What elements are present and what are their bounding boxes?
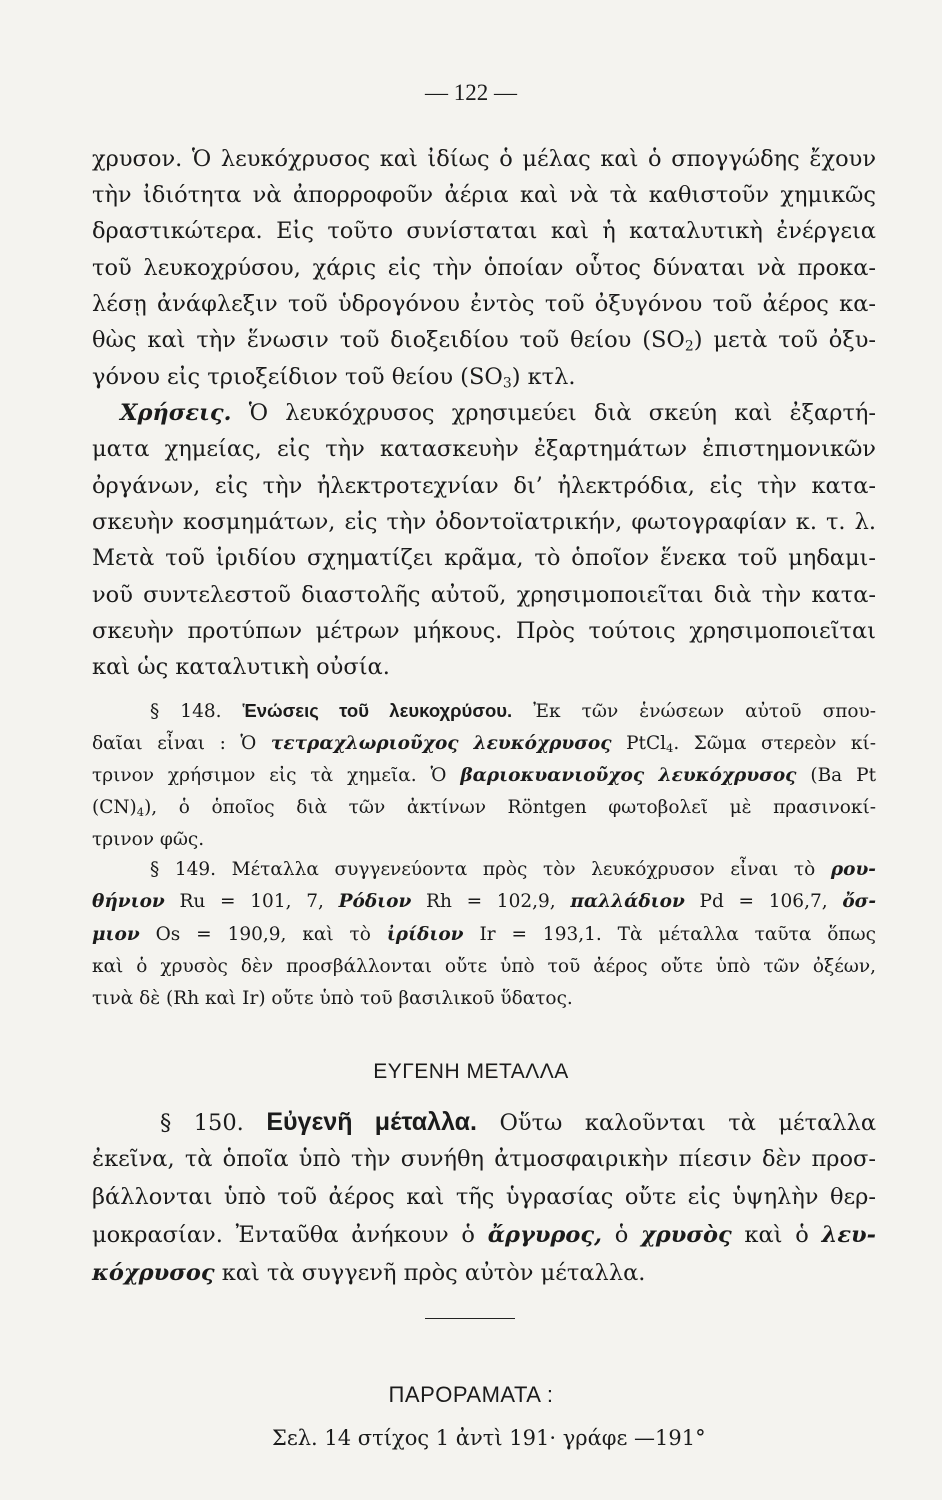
text-line: νοῦ συντελεστοῦ διαστολῆς αὐτοῦ, χρησιμοποιεῖται διὰ τὴν κατα- (92, 582, 876, 608)
text-line: τὴν ἰδιότητα νὰ ἀπορροφοῦν ἀέρια καὶ νὰ τὰ καθιστοῦν χημικῶς (92, 182, 876, 208)
text-line: σκευὴν προτύπων μέτρων μήκους. Πρὸς τούτοις χρησιμοποιεῖται (92, 618, 876, 644)
text-line: § 148. Ἑνώσεις τοῦ λευκοχρύσου. Ἐκ τῶν ἑνώσεων αὐτοῦ σπου- (150, 700, 876, 722)
text-line: τοῦ λευκοχρύσου, χάρις εἰς τὴν ὁποίαν οὗτος δύναται νὰ προκα- (92, 255, 876, 281)
text-line: λέσῃ ἀνάφλεξιν τοῦ ὑδρογόνου ἐντὸς τοῦ ὀξυγόνου τοῦ ἀέρος κα- (92, 291, 876, 317)
uses-heading: Χρήσεις. (120, 400, 232, 426)
section-148-title: Ἑνώσεις τοῦ λευκοχρύσου. (242, 700, 513, 721)
text-line: καὶ ὡς καταλυτικὴ οὐσία. (92, 654, 390, 680)
text-line: θὼς καὶ τὴν ἕνωσιν τοῦ διοξειδίου τοῦ θείου $(SO_2)$ μετὰ τοῦ ὀξυ- (92, 327, 876, 355)
errata-line: Σελ. 14 στίχος 1 ἀντὶ 191· γράφε —191° (272, 1426, 706, 1450)
text-line: δαῖαι εἶναι : Ὁ τετραχλωριοῦχος λευκόχρυσος PtCl$_4$. Σῶμα στερεὸν κί- (92, 733, 876, 755)
text-line: καὶ ὁ χρυσὸς δὲν προσβάλλονται οὔτε ὑπὸ τοῦ ἀέρος οὔτε ὑπὸ τῶν ὀξέων, (92, 956, 876, 977)
text-line: χρυσον. Ὁ λευκόχρυσος καὶ ἰδίως ὁ μέλας καὶ ὁ σπογγώδης ἔχουν (92, 146, 876, 172)
text-line: σκευὴν κοσμημάτων, εἰς τὴν ὀδοντοϊατρικήν, φωτογραφίαν κ. τ. λ. (92, 509, 876, 535)
text-line: ματα χημείας, εἰς τὴν κατασκευὴν ἐξαρτημάτων ἐπιστημονικῶν (92, 436, 876, 462)
text-line: § 149. Μέταλλα συγγενεύοντα πρὸς τὸν λευκόχρυσον εἶναι τὸ ρου- (150, 859, 876, 880)
text-line: § 150. Εὐγενῆ μέταλλα. Οὕτω καλοῦνται τὰ μέταλλα (160, 1108, 877, 1136)
text-line: γόνου εἰς τριοξείδιον τοῦ θείου $(SO_3)$ κτλ. (92, 364, 576, 392)
errata-heading: ΠΑΡΟΡΑΜΑΤΑ : (388, 1382, 554, 1407)
text-line: ἐκεῖνα, τὰ ὁποῖα ὑπὸ τὴν συνήθη ἀτμοσφαιρικὴν πίεσιν δὲν προσ- (92, 1146, 876, 1172)
section-divider (425, 1318, 515, 1319)
text-line: τινὰ δὲ (Rh καὶ Ir) οὔτε ὑπὸ τοῦ βασιλικοῦ ὕδατος. (92, 988, 573, 1009)
text-line: Μετὰ τοῦ ἰριδίου σχηματίζει κρᾶμα, τὸ ὁποῖον ἕνεκα τοῦ μηδαμι- (92, 545, 876, 571)
text-line: ὀργάνων, εἰς τὴν ἠλεκτροτεχνίαν δι’ ἠλεκτρόδια, εἰς τὴν κατα- (92, 473, 876, 499)
section-150-title: Εὐγενῆ μέταλλα. (266, 1108, 477, 1136)
text-line: τρινον χρήσιμον εἰς τὰ χημεῖα. Ὁ βαριοκυανιοῦχος λευκόχρυσος (Ba Pt (92, 765, 877, 786)
text-line: μιον Os = 190,9, καὶ τὸ ἰρίδιον Ir = 193,1. Τὰ μέταλλα ταῦτα ὅπως (92, 924, 876, 945)
text-line: δραστικώτερα. Εἰς τοῦτο συνίσταται καὶ ἡ καταλυτικὴ ἐνέργεια (92, 218, 876, 244)
text-line: τρινον φῶς. (92, 829, 205, 850)
text-line: θήνιον Ru = 101, 7, Ρόδιον Rh = 102,9, παλλάδιον Pd = 106,7, ὄσ- (92, 891, 877, 912)
text-line: κόχρυσος καὶ τὰ συγγενῆ πρὸς αὐτὸν μέταλλα. (92, 1260, 646, 1286)
text-line: $(CN)_4$), ὁ ὁποῖος διὰ τῶν ἀκτίνων Röntgen φωτοβολεῖ μὲ πρασινοκί- (92, 797, 876, 819)
text-line: βάλλονται ὑπὸ τοῦ ἀέρος καὶ τῆς ὑγρασίας οὔτε εἰς ὑψηλὴν θερ- (92, 1184, 876, 1210)
text-line: Χρήσεις. Ὁ λευκόχρυσος χρησιμεύει διὰ σκεύη καὶ ἐξαρτή- (120, 400, 876, 426)
page-number: — 122 — (425, 80, 517, 105)
text-line: μοκρασίαν. Ἐνταῦθα ἀνήκουν ὁ ἄργυρος, ὁ χρυσὸς καὶ ὁ λευ- (92, 1222, 876, 1248)
noble-metals-heading: ΕΥΓΕΝΗ ΜΕΤΑΛΛΑ (373, 1060, 569, 1083)
